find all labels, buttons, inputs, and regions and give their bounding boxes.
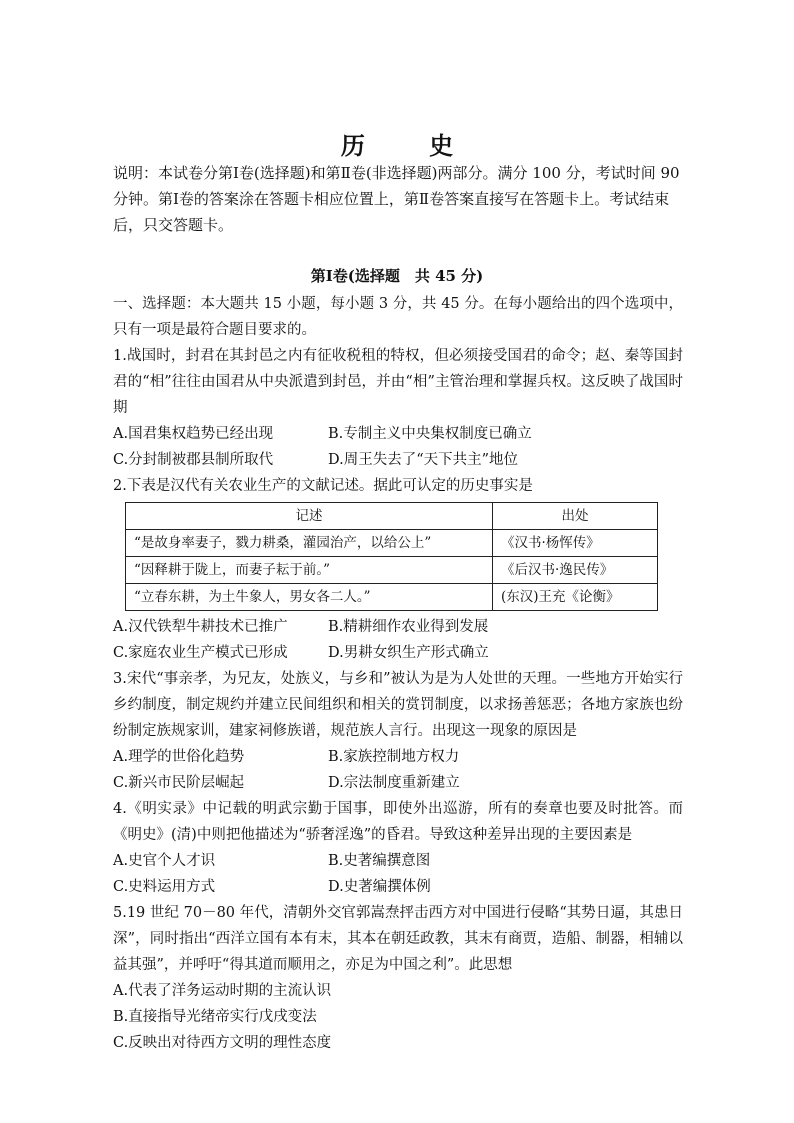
question-3-option-a: A.理学的世俗化趋势 — [113, 749, 245, 765]
question-5-option-a: A.代表了洋务运动时期的主流认识 — [113, 983, 332, 999]
table-row — [126, 530, 658, 557]
table-header-row — [126, 503, 658, 530]
question-4-option-d: D.史著编撰体例 — [328, 879, 431, 895]
question-body — [113, 291, 683, 1056]
exam-instructions: 说明：本试卷分第Ⅰ卷(选择题)和第Ⅱ卷(非选择题)两部分。满分 100 分，考试时间 90 分钟。第Ⅰ卷的答案涂在答题卡相应位置上，第Ⅱ卷答案直接写在答题卡上。考试结束后，只交答题卡。 — [113, 164, 680, 234]
volume-heading: 第Ⅰ卷(选择题 共 45 分) — [310, 267, 484, 285]
question-2-option-b: B.精耕细作农业得到发展 — [328, 619, 489, 635]
page-title: 历 史 — [340, 131, 482, 160]
question-1-option-d: D.周王失去了“天下共主”地位 — [328, 452, 519, 468]
table-cell-record: “是故身率妻子，戮力耕桑，灌园治产，以给公上” — [126, 530, 493, 557]
question-2-option-c: C.家庭农业生产模式已形成 — [113, 645, 288, 661]
question-4-option-b: B.史著编撰意图 — [328, 853, 431, 869]
records-table — [125, 502, 658, 611]
table-cell-record: “因释耕于陇上，而妻子耘于前。” — [126, 557, 493, 584]
question-2-option-d: D.男耕女织生产形式确立 — [328, 645, 489, 661]
question-1-stem: 1.战国时，封君在其封邑之内有征收税租的特权，但必须接受国君的命令；赵、秦等国封君的“相”往往由国君从中央派遣到封邑，并由“相”主管治理和掌握兵权。这反映了战国时期 — [113, 348, 683, 416]
question-3-options-row2 — [113, 770, 683, 796]
question-1-option-c: C.分封制被郡县制所取代 — [113, 452, 274, 468]
question-4-options-row1 — [113, 848, 683, 874]
table-header-source: 出处 — [493, 503, 658, 530]
question-1-options-row1 — [113, 421, 683, 447]
table-cell-record: “立春东耕，为土牛象人，男女各二人。” — [126, 584, 493, 611]
question-3-options-row1 — [113, 744, 683, 770]
table-row — [126, 584, 658, 611]
question-2-option-a: A.汉代铁犁牛耕技术已推广 — [113, 619, 288, 635]
question-2-options-row2 — [113, 640, 683, 666]
question-1-option-b: B.专制主义中央集权制度已确立 — [328, 426, 532, 442]
table-cell-source: (东汉)王充《论衡》 — [493, 584, 658, 611]
question-1-options-row2 — [113, 447, 683, 473]
question-3-option-d: D.宗法制度重新建立 — [328, 775, 460, 791]
question-2-options-row1 — [113, 614, 683, 640]
question-1-option-a: A.国君集权趋势已经出现 — [113, 426, 274, 442]
table-cell-source: 《后汉书·逸民传》 — [493, 557, 658, 584]
question-3-option-b: B.家族控制地方权力 — [328, 749, 460, 765]
question-5-option-c: C.反映出对待西方文明的理性态度 — [113, 1035, 332, 1051]
question-4-stem: 4.《明实录》中记载的明武宗勤于国事，即使外出巡游，所有的奏章也要及时批答。而《明史》(清)中则把他描述为“骄奢淫逸”的昏君。导致这种差异出现的主要因素是 — [113, 801, 683, 843]
question-4-option-c: C.史料运用方式 — [113, 879, 216, 895]
table-row — [126, 557, 658, 584]
question-4-option-a: A.史官个人才识 — [113, 853, 216, 869]
question-3-stem: 3.宋代“事亲孝，为兄友，处族义，与乡和”被认为是为人处世的天理。一些地方开始实行乡约制度，制定规约并建立民间组织和相关的赏罚制度，以求扬善惩恶；各地方家族也纷纷制定族规家训，建家祠修族谱，规范族人言行。出现这一现象的原因是 — [113, 671, 683, 739]
question-5-stem: 5.19 世纪 70－80 年代，清朝外交官郭嵩焘抨击西方对中国进行侵略“其势日逼，其患日深”，同时指出“西洋立国有本有末，其本在朝廷政教，其末有商贾，造船、制器，相辅以益其强”，并呼吁“得其道而顺用之，亦足为中国之利”。此思想 — [113, 905, 683, 973]
question-2-stem: 2.下表是汉代有关农业生产的文献记述。据此可认定的历史事实是 — [113, 478, 533, 494]
section-instruction: 一、选择题：本大题共 15 小题，每小题 3 分，共 45 分。在每小题给出的四个选项中，只有一项是最符合题目要求的。 — [113, 296, 683, 338]
question-4-options-row2 — [113, 874, 683, 900]
table-header-record: 记述 — [126, 503, 493, 530]
question-3-option-c: C.新兴市民阶层崛起 — [113, 775, 245, 791]
question-5-option-b: B.直接指导光绪帝实行戊戌变法 — [113, 1009, 317, 1025]
table-cell-source: 《汉书·杨恽传》 — [493, 530, 658, 557]
